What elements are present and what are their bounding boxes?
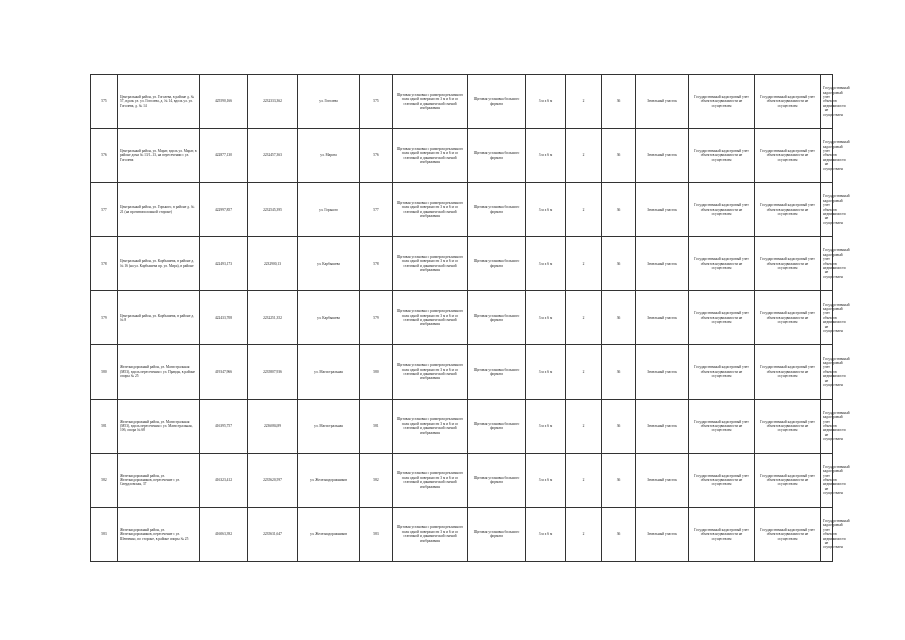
- row-description: Щитовая установка с размером рекламного поля одной поверхности 3 м и 6 м со статичной и динамической сменой изображения: [393, 399, 468, 453]
- row-location: ул. Горького: [298, 183, 360, 237]
- row-ownership-3: Государственный кадастровый учет объектов недвижимости не осуществлен: [821, 291, 833, 345]
- row-ownership-1: Государственный кадастровый учет объектов недвижимости не осуществлен: [689, 507, 755, 561]
- row-description: Щитовая установка с размером рекламного поля одной поверхности 3 м и 6 м со статичной и динамической сменой изображения: [393, 129, 468, 183]
- row-ownership-1: Государственный кадастровый учет объектов недвижимости не осуществлен: [689, 291, 755, 345]
- table-row: [91, 237, 833, 291]
- row-coord-x: 422493,173: [200, 237, 248, 291]
- row-area: 36: [602, 291, 636, 345]
- row-land-type: Земельный участок: [636, 345, 689, 399]
- row-coord-y: 2236084,89: [248, 399, 298, 453]
- row-location: ул. Железнодорожников: [298, 453, 360, 507]
- registry-rows: [91, 75, 850, 562]
- row-land-type: Земельный участок: [636, 399, 689, 453]
- row-location: ул. Железнодорожников: [298, 507, 360, 561]
- row-coord-y: 2235807,936: [248, 345, 298, 399]
- row-number: 581: [91, 399, 118, 453]
- row-area: 36: [602, 345, 636, 399]
- row-description: Щитовая установка с размером рекламного поля одной поверхности 3 м и 6 м со статичной и динамической сменой изображения: [393, 345, 468, 399]
- row-ownership-3: Государственный кадастровый учет объектов недвижимости не осуществлен: [821, 183, 833, 237]
- row-area: 36: [602, 453, 636, 507]
- row-ownership-1: Государственный кадастровый учет объектов недвижимости не осуществлен: [689, 183, 755, 237]
- table-row: [91, 129, 833, 183]
- row-number: 575: [91, 75, 118, 129]
- row-ownership-1: Государственный кадастровый учет объектов недвижимости не осуществлен: [689, 453, 755, 507]
- row-land-type: Земельный участок: [636, 507, 689, 561]
- row-number: 578: [91, 237, 118, 291]
- row-construction-type: Щитовая установка большого формата: [468, 75, 526, 129]
- row-ownership-1: Государственный кадастровый учет объектов недвижимости не осуществлен: [689, 75, 755, 129]
- row-ownership-1: Государственный кадастровый учет объектов недвижимости не осуществлен: [689, 399, 755, 453]
- row-number: 582: [91, 453, 118, 507]
- row-land-type: Земельный участок: [636, 75, 689, 129]
- table-row: [91, 345, 833, 399]
- row-ownership-2: Государственный кадастровый учет объектов недвижимости не осуществлен: [755, 291, 821, 345]
- row-coord-y: 2232457,363: [248, 129, 298, 183]
- row-area: 36: [602, 129, 636, 183]
- row-ownership-1: Государственный кадастровый учет объектов недвижимости не осуществлен: [689, 345, 755, 399]
- row-land-type: Земельный участок: [636, 183, 689, 237]
- row-ownership-3: Государственный кадастровый учет объектов недвижимости не осуществлен: [821, 129, 833, 183]
- row-point-number: 578: [360, 237, 393, 291]
- row-construction-type: Щитовая установка большого формата: [468, 453, 526, 507]
- row-address: Центральный район, ул. Карбышева, в районе д. № 8: [118, 291, 200, 345]
- row-land-type: Земельный участок: [636, 453, 689, 507]
- row-size: 3 м х 6 м: [526, 129, 566, 183]
- row-point-number: 579: [360, 291, 393, 345]
- row-description: Щитовая установка с размером рекламного поля одной поверхности 3 м и 6 м со статичной и динамической сменой изображения: [393, 453, 468, 507]
- row-ownership-3: Государственный кадастровый учет объектов недвижимости не осуществлен: [821, 237, 833, 291]
- row-ownership-2: Государственный кадастровый учет объектов недвижимости не осуществлен: [755, 507, 821, 561]
- row-coord-x: 422997,857: [200, 183, 248, 237]
- row-coord-y: 2232251,352: [248, 291, 298, 345]
- row-area: 36: [602, 507, 636, 561]
- row-ownership-2: Государственный кадастровый учет объектов недвижимости не осуществлен: [755, 75, 821, 129]
- row-location: ул. Марата: [298, 129, 360, 183]
- row-ownership-1: Государственный кадастровый учет объектов недвижимости не осуществлен: [689, 237, 755, 291]
- row-size: 3 м х 6 м: [526, 75, 566, 129]
- row-size: 3 м х 6 м: [526, 453, 566, 507]
- row-size: 3 м х 6 м: [526, 399, 566, 453]
- table-row: [91, 399, 833, 453]
- row-point-number: 582: [360, 453, 393, 507]
- row-point-number: 576: [360, 129, 393, 183]
- row-address: Центральный район, ул. Марат, вдоль ул. Марат, в районе дома № 13/1–13, на пересечении с ул. Гоголева: [118, 129, 200, 183]
- row-number: 577: [91, 183, 118, 237]
- row-ownership-2: Государственный кадастровый учет объектов недвижимости не осуществлен: [755, 453, 821, 507]
- row-address: Железнодорожный район, ул. Железнодорожников, пересечение с ул. Свердловская, 37: [118, 453, 200, 507]
- row-ownership-2: Государственный кадастровый учет объектов недвижимости не осуществлен: [755, 129, 821, 183]
- row-point-number: 575: [360, 75, 393, 129]
- table-row: [91, 183, 833, 237]
- row-description: Щитовая установка с размером рекламного поля одной поверхности 3 м и 6 м со статичной и динамической сменой изображения: [393, 75, 468, 129]
- table-row: [91, 453, 833, 507]
- row-coord-y: 2232545,395: [248, 183, 298, 237]
- row-ownership-2: Государственный кадастровый учет объектов недвижимости не осуществлен: [755, 345, 821, 399]
- row-ownership-3: Государственный кадастровый учет объектов недвижимости не осуществлен: [821, 507, 833, 561]
- row-construction-type: Щитовая установка большого формата: [468, 129, 526, 183]
- row-land-type: Земельный участок: [636, 291, 689, 345]
- row-number: 579: [91, 291, 118, 345]
- row-ownership-2: Государственный кадастровый учет объектов недвижимости не осуществлен: [755, 237, 821, 291]
- row-coord-x: 416063,392: [200, 507, 248, 561]
- row-coord-y: 2235620,597: [248, 453, 298, 507]
- row-construction-type: Щитовая установка большого формата: [468, 183, 526, 237]
- row-area: 36: [602, 183, 636, 237]
- row-coord-x: 416323,412: [200, 453, 248, 507]
- row-description: Щитовая установка с размером рекламного поля одной поверхности 3 м и 6 м со статичной и динамической сменой изображения: [393, 183, 468, 237]
- row-location: ул. Магистральная: [298, 399, 360, 453]
- row-sides: 2: [566, 507, 602, 561]
- row-coord-x: 416395,757: [200, 399, 248, 453]
- row-ownership-2: Государственный кадастровый учет объектов недвижимости не осуществлен: [755, 183, 821, 237]
- row-size: 3 м х 6 м: [526, 183, 566, 237]
- row-size: 3 м х 6 м: [526, 507, 566, 561]
- row-number: 580: [91, 345, 118, 399]
- row-ownership-3: Государственный кадастровый учет объектов недвижимости не осуществлен: [821, 399, 833, 453]
- row-location: ул. Карбышева: [298, 237, 360, 291]
- row-description: Щитовая установка с размером рекламного поля одной поверхности 3 м и 6 м со статичной и динамической сменой изображения: [393, 291, 468, 345]
- row-description: Щитовая установка с размером рекламного поля одной поверхности 3 м и 6 м со статичной и динамической сменой изображения: [393, 237, 468, 291]
- row-area: 36: [602, 399, 636, 453]
- row-point-number: 577: [360, 183, 393, 237]
- row-size: 3 м х 6 м: [526, 291, 566, 345]
- row-land-type: Земельный участок: [636, 129, 689, 183]
- row-sides: 2: [566, 129, 602, 183]
- row-coord-x: 425590,166: [200, 75, 248, 129]
- row-coord-y: 2232900,13: [248, 237, 298, 291]
- row-coord-x: 422433,708: [200, 291, 248, 345]
- row-ownership-2: Государственный кадастровый учет объектов недвижимости не осуществлен: [755, 399, 821, 453]
- row-location: ул. Магистральная: [298, 345, 360, 399]
- row-sides: 2: [566, 75, 602, 129]
- row-address: Железнодорожный район, ул. Магистральная (М53), вдоль пересечения с ул. Правды, в районе опоры № 25: [118, 345, 200, 399]
- row-construction-type: Щитовая установка большого формата: [468, 237, 526, 291]
- row-address: Железнодорожный район, ул. Железнодорожников, пересечение с ул. Шевченко, по стороне, в районе опоры № 25: [118, 507, 200, 561]
- row-number: 583: [91, 507, 118, 561]
- row-construction-type: Щитовая установка большого формата: [468, 507, 526, 561]
- row-area: 36: [602, 75, 636, 129]
- row-location: ул. Карбышева: [298, 291, 360, 345]
- row-coord-y: 2232333,362: [248, 75, 298, 129]
- table-row: [91, 75, 833, 129]
- row-sides: 2: [566, 345, 602, 399]
- row-ownership-3: Государственный кадастровый учет объектов недвижимости не осуществлен: [821, 453, 833, 507]
- row-coord-x: 419347,966: [200, 345, 248, 399]
- row-coord-y: 2235631,647: [248, 507, 298, 561]
- table-row: [91, 291, 833, 345]
- row-sides: 2: [566, 291, 602, 345]
- row-ownership-3: Государственный кадастровый учет объектов недвижимости не осуществлен: [821, 345, 833, 399]
- row-area: 36: [602, 237, 636, 291]
- row-point-number: 580: [360, 345, 393, 399]
- row-construction-type: Щитовая установка большого формата: [468, 399, 526, 453]
- row-sides: 2: [566, 399, 602, 453]
- row-ownership-3: Государственный кадастровый учет объектов недвижимости не осуществлен: [821, 75, 833, 129]
- registry-sheet: [90, 74, 850, 561]
- row-construction-type: Щитовая установка большого формата: [468, 345, 526, 399]
- row-address: Центральный район, ул. Карбышева, в районе д. № 16 (на ул. Карбышева пр. ул. Мира), в районе: [118, 237, 200, 291]
- row-land-type: Земельный участок: [636, 237, 689, 291]
- row-construction-type: Щитовая установка большого формата: [468, 291, 526, 345]
- row-sides: 2: [566, 237, 602, 291]
- row-coord-x: 422877,130: [200, 129, 248, 183]
- row-point-number: 583: [360, 507, 393, 561]
- row-address: Железнодорожный район, ул. Магистральная (М53), вдоль пересечения с ул. Магистральная, 10б, опора № 68: [118, 399, 200, 453]
- row-size: 3 м х 6 м: [526, 345, 566, 399]
- row-size: 3 м х 6 м: [526, 237, 566, 291]
- row-address: Центральный район, ул. Горького, в районе д. № 21 (на противоположной стороне): [118, 183, 200, 237]
- row-description: Щитовая установка с размером рекламного поля одной поверхности 3 м и 6 м со статичной и динамической сменой изображения: [393, 507, 468, 561]
- row-point-number: 581: [360, 399, 393, 453]
- row-number: 576: [91, 129, 118, 183]
- table-row: [91, 507, 833, 561]
- row-sides: 2: [566, 453, 602, 507]
- registry-table: [90, 74, 850, 562]
- row-sides: 2: [566, 183, 602, 237]
- row-ownership-1: Государственный кадастровый учет объектов недвижимости не осуществлен: [689, 129, 755, 183]
- row-address: Центральный район, ул. Гоголева, в районе д. № 57, вдоль ул. ул. Гоголева, д. № 14, вдоль ул. ул. Гоголева, д. № 14: [118, 75, 200, 129]
- row-location: ул. Гоголева: [298, 75, 360, 129]
